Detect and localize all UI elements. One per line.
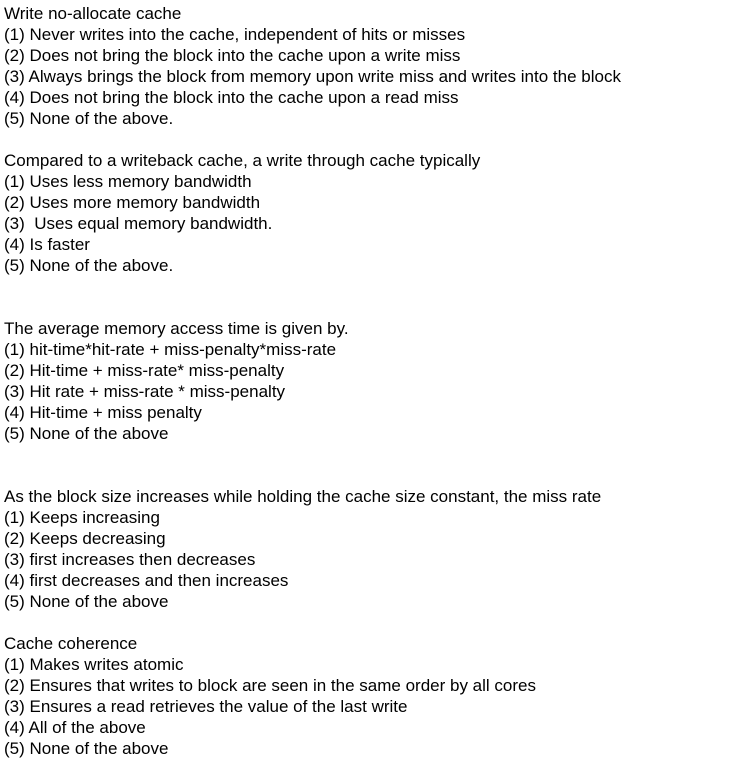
answer-option: (1) Uses less memory bandwidth <box>4 172 252 191</box>
spacer <box>4 444 734 486</box>
answer-option: (5) None of the above <box>4 739 169 758</box>
answer-option: (3) Hit rate + miss-rate * miss-penalty <box>4 382 286 401</box>
answer-option: (5) None of the above. <box>4 109 174 128</box>
question-stem: Cache coherence <box>4 634 138 653</box>
question-stem: As the block size increases while holding the cache size constant, the miss rate <box>4 487 602 506</box>
answer-option: (4) Does not bring the block into the cache upon a read miss <box>4 88 459 107</box>
spacer <box>4 276 734 318</box>
question-average-memory-access-time <box>4 318 734 444</box>
question-cache-coherence <box>4 633 734 759</box>
spacer <box>4 129 734 150</box>
question-write-through <box>4 150 734 276</box>
question-stem: Write no-allocate cache <box>4 4 182 23</box>
answer-option: (1) Never writes into the cache, independent of hits or misses <box>4 25 466 44</box>
answer-option: (3) Uses equal memory bandwidth. <box>4 214 273 233</box>
answer-option: (2) Hit-time + miss-rate* miss-penalty <box>4 361 285 380</box>
answer-option: (5) None of the above. <box>4 256 174 275</box>
answer-option: (2) Ensures that writes to block are seen in the same order by all cores <box>4 676 536 695</box>
answer-option: (3) Ensures a read retrieves the value of the last write <box>4 697 408 716</box>
answer-option: (1) Makes writes atomic <box>4 655 184 674</box>
spacer <box>4 612 734 633</box>
answer-option: (2) Uses more memory bandwidth <box>4 193 261 212</box>
answer-option: (5) None of the above <box>4 424 169 443</box>
answer-option: (4) All of the above <box>4 718 146 737</box>
question-stem: Compared to a writeback cache, a write through cache typically <box>4 151 481 170</box>
answer-option: (5) None of the above <box>4 592 169 611</box>
answer-option: (2) Does not bring the block into the cache upon a write miss <box>4 46 461 65</box>
answer-option: (3) Always brings the block from memory upon write miss and writes into the block <box>4 67 621 86</box>
answer-option: (1) hit-time*hit-rate + miss-penalty*miss-rate <box>4 340 337 359</box>
answer-option: (2) Keeps decreasing <box>4 529 166 548</box>
answer-option: (4) first decreases and then increases <box>4 571 289 590</box>
question-block-size-miss-rate <box>4 486 734 612</box>
question-stem: The average memory access time is given by. <box>4 319 349 338</box>
answer-option: (3) first increases then decreases <box>4 550 256 569</box>
answer-option: (4) Is faster <box>4 235 90 254</box>
question-write-no-allocate <box>4 3 734 129</box>
quiz-document <box>4 3 734 759</box>
answer-option: (1) Keeps increasing <box>4 508 160 527</box>
answer-option: (4) Hit-time + miss penalty <box>4 403 202 422</box>
